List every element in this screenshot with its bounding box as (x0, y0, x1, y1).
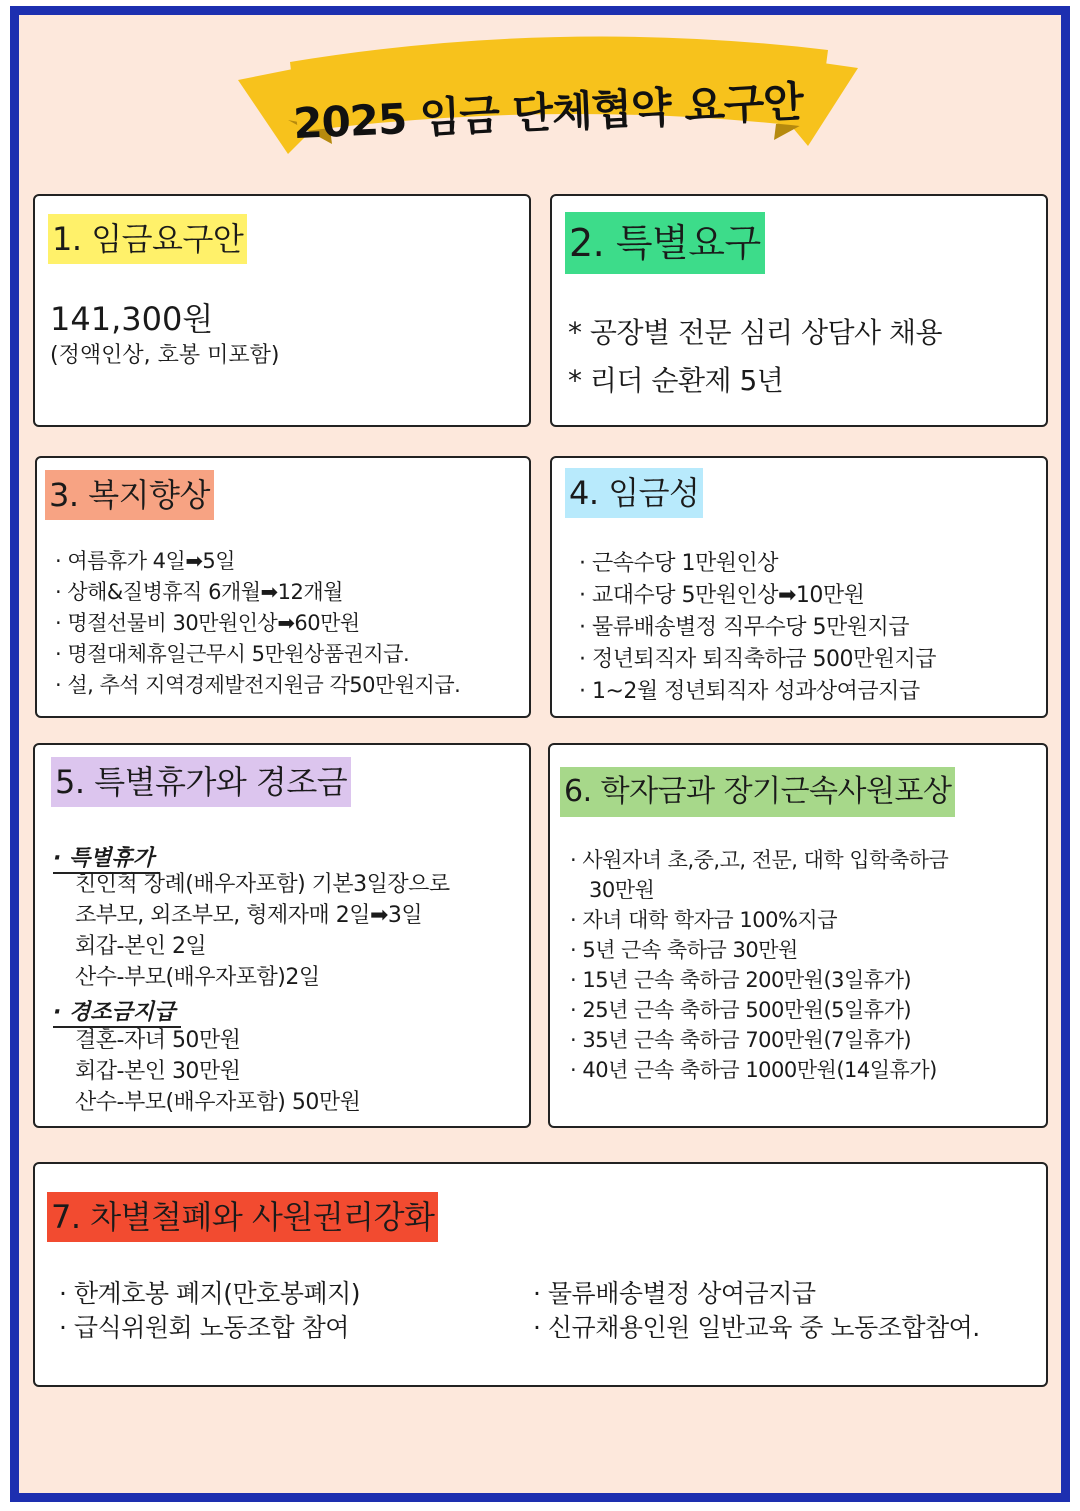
wage-amount-note: (정액인상, 호봉 미포함) (50, 343, 280, 368)
welfare-list (55, 546, 460, 701)
list-item: · 15년 근속 축하금 200만원(3일휴가) (570, 968, 912, 992)
section-3-title: 3. 복지향상 (45, 470, 214, 520)
special-demand-list (568, 309, 942, 405)
section-4-card (550, 456, 1048, 718)
list-item: · 물류배송별정 직무수당 5만원지급 (579, 615, 909, 640)
title-banner (228, 28, 868, 158)
list-item: · 신규채용인원 일반교육 중 노동조합참여. (533, 1313, 980, 1342)
list-item: · 사원자녀 초,중,고, 전문, 대학 입학축하금 (570, 848, 949, 872)
list-item: · 40년 근속 축하금 1000만원(14일휴가) (570, 1058, 937, 1082)
list-item: · 근속수당 1만원인상 (579, 551, 778, 576)
list-item: 30만원 (589, 878, 655, 902)
list-item: · 물류배송별정 상여금지급 (533, 1279, 816, 1308)
list-item: 조부모, 외조부모, 형제자매 2일➡3일 (75, 903, 423, 928)
section-6-title: 6. 학자금과 장기근속사원포상 (560, 767, 955, 817)
section-7-left-list (59, 1277, 360, 1345)
list-item: · 25년 근속 축하금 500만원(5일휴가) (570, 998, 912, 1022)
list-item: · 상해&질병휴직 6개월➡12개월 (55, 580, 343, 604)
tuition-longservice-list (570, 845, 948, 1085)
list-item: · 명절선물비 30만원인상➡60만원 (55, 611, 360, 635)
section-1-title: 1. 임금요구안 (48, 214, 247, 264)
section-3-card (35, 456, 531, 718)
list-item: · 명절대체휴일근무시 5만원상품권지급. (55, 642, 410, 666)
list-item: 산수-부모(배우자포함)2일 (75, 965, 320, 990)
wage-amount: 141,300원 (50, 300, 214, 338)
condolence-pay-items (75, 1025, 360, 1118)
section-6-card (548, 743, 1048, 1128)
list-item: · 1~2월 정년퇴직자 성과상여금지급 (579, 679, 920, 704)
wage-related-list (579, 548, 936, 708)
list-item: 산수-부모(배우자포함) 50만원 (75, 1090, 361, 1115)
section-7-title: 7. 차별철폐와 사원권리강화 (47, 1192, 438, 1242)
section-7-card (33, 1162, 1048, 1387)
list-item: · 정년퇴직자 퇴직축하금 500만원지급 (579, 647, 936, 672)
section-1-card (33, 194, 531, 427)
page-title: 2025 임금 단체협약 요구안 (292, 76, 804, 149)
section-2-card (550, 194, 1048, 427)
section-5-card (33, 743, 531, 1128)
section-7-right-list (533, 1277, 980, 1345)
special-leave-items (75, 869, 450, 993)
list-item: · 자녀 대학 학자금 100%지급 (570, 908, 837, 932)
list-item: · 설, 추석 지역경제발전지원금 각50만원지급. (55, 673, 461, 697)
list-item: * 공장별 전문 심리 상담사 채용 (568, 316, 943, 349)
list-item: 회갑-본인 30만원 (75, 1059, 241, 1084)
list-item: · 급식위원회 노동조합 참여 (59, 1313, 349, 1342)
list-item: · 한계호봉 폐지(만호봉폐지) (59, 1279, 360, 1308)
special-leave-heading: · 특별휴가 (53, 841, 160, 874)
list-item: · 5년 근속 축하금 30만원 (570, 938, 798, 962)
list-item: · 교대수당 5만원인상➡10만원 (579, 583, 865, 608)
list-item: · 여름휴가 4일➡5일 (55, 549, 236, 573)
section-5-title: 5. 특별휴가와 경조금 (51, 757, 351, 807)
section-2-title: 2. 특별요구 (565, 212, 765, 274)
list-item: 회갑-본인 2일 (75, 934, 207, 959)
list-item: * 리더 순환제 5년 (568, 364, 784, 397)
list-item: 친인척 장례(배우자포함) 기본3일장으로 (75, 872, 450, 897)
section-4-title: 4. 임금성 (565, 468, 703, 518)
list-item: · 35년 근속 축하금 700만원(7일휴가) (570, 1028, 912, 1052)
list-item: 결혼-자녀 50만원 (75, 1028, 241, 1053)
condolence-pay-heading: · 경조금지급 (53, 995, 181, 1028)
